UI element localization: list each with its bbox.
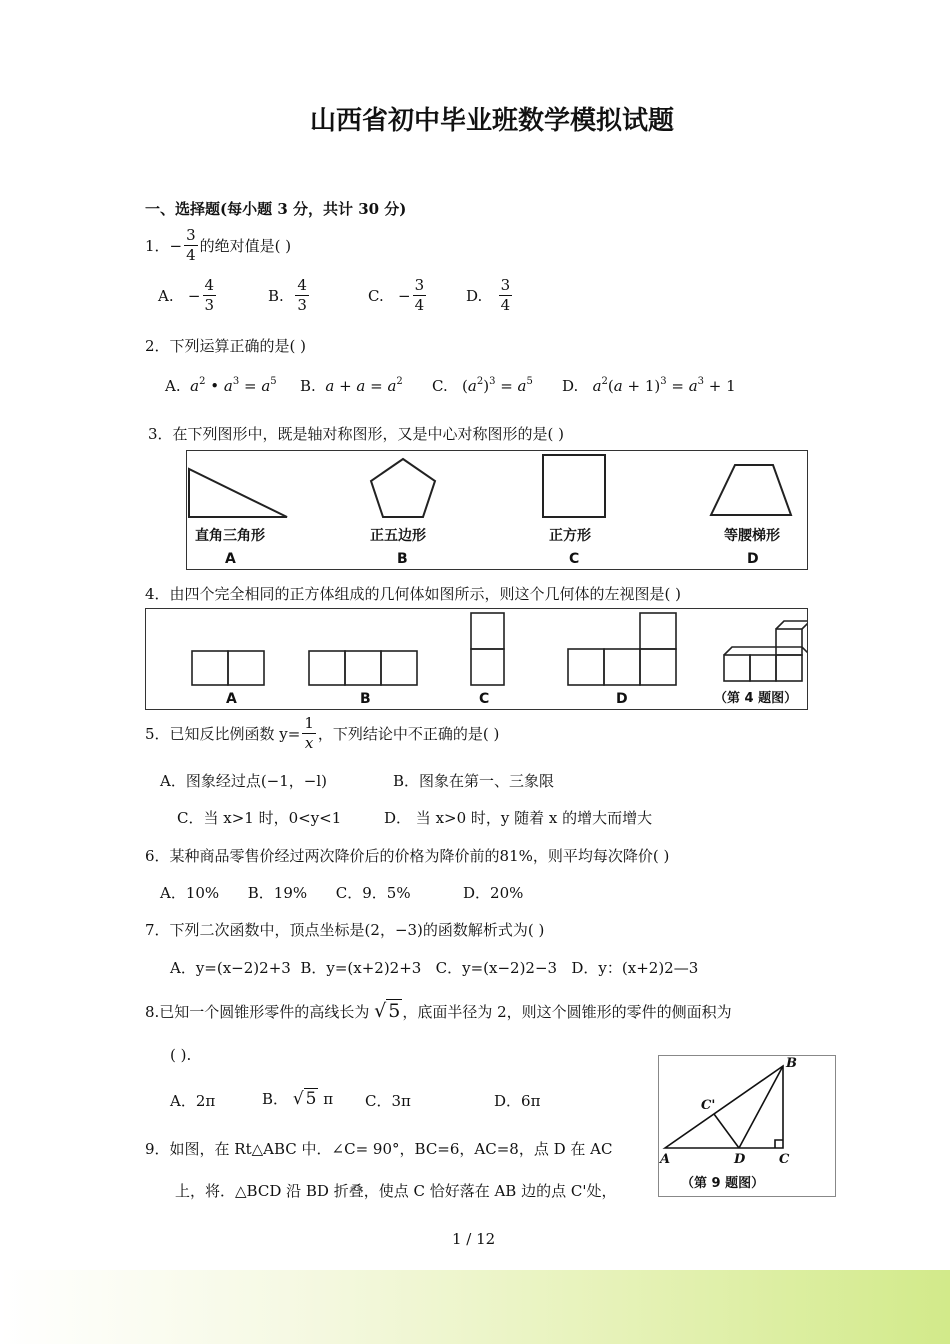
point-c-prime-label: C' (701, 1098, 716, 1113)
q2-option-a: A. $a^2$ • $a^3 = a^5$ (165, 376, 277, 395)
question-9-line-1: 9．如图，在 Rt△ABC 中．∠C= 90°，BC=6，AC=8，点 D 在 AC (145, 1140, 613, 1158)
q3-figure-box (186, 450, 808, 570)
q3-shape-name-a: 直角三角形 (195, 528, 265, 544)
q4-letter-c: C (479, 691, 490, 707)
point-d-label: D (734, 1152, 746, 1167)
q3-shape-name-c: 正方形 (549, 528, 591, 544)
footer-gradient (0, 1270, 950, 1344)
q4-letter-a: A (226, 691, 237, 707)
point-a-label: A (660, 1152, 671, 1167)
q7-options: A．y=(x−2)2+3 B．y=(x+2)2+3 C．y=(x−2)2−3 D．y：(x+2)2—3 (170, 959, 699, 977)
question-1: 1． − $\frac{3}{4}$ 的绝对值是( ) (145, 226, 292, 264)
q5-option-d: D． 当 x>0 时，y 随着 x 的增大而增大 (384, 809, 653, 827)
q2-option-c: C. $(a^2)^3 = a^5$ (432, 376, 533, 395)
q8-option-a: A．2π (170, 1092, 216, 1110)
q3-letter-a: A (225, 551, 236, 567)
q1-option-a: A. − $\frac{4}{3}$ (158, 276, 215, 314)
q5-option-a: A．图象经过点(−1，−l) (160, 772, 328, 790)
q9-figure-box (658, 1055, 836, 1197)
question-6: 6．某种商品零售价经过两次降价后的价格为降价前的81%，则平均每次降价( ) (145, 847, 670, 865)
q5-option-b: B．图象在第一、三象限 (393, 772, 555, 790)
right-triangle-shape (189, 469, 287, 517)
q5-option-c: C．当 x>1 时，0<y<1 (177, 809, 342, 827)
section-heading: 一、选择题(每小题 3 分，共计 30 分) (145, 200, 407, 218)
q1-option-d: D. $\frac{3}{4}$ (466, 276, 511, 314)
question-2: 2．下列运算正确的是( ) (145, 337, 307, 355)
point-b-label: B (786, 1056, 797, 1071)
q2-option-b: B. $a + a = a^2$ (300, 376, 403, 395)
pentagon-shape (371, 459, 435, 517)
q9-caption: （第 9 题图） (681, 1176, 765, 1191)
page-number: 1 / 12 (452, 1230, 496, 1248)
q4-views (146, 609, 807, 709)
page-title: 山西省初中毕业班数学模拟试题 (310, 106, 675, 136)
question-9-line-2: 上，将．△BCD 沿 BD 折叠，使点 C 恰好落在 AB 边的点 C'处， (175, 1182, 617, 1200)
q6-options: A．10% B．19% C．9．5% D．20% (160, 884, 524, 902)
q4-caption: （第 4 题图） (714, 691, 798, 706)
question-8: 8.已知一个圆锥形零件的高线长为 √ 5 ，底面半径为 2，则这个圆锥形的零件的侧面积为 (145, 1000, 732, 1022)
q3-letter-c: C (569, 551, 580, 567)
trapezoid-shape (711, 465, 791, 515)
q8-blank: ( ). (170, 1046, 192, 1064)
q4-letter-d: D (616, 691, 628, 707)
q4-letter-b: B (360, 691, 371, 707)
q1-option-c: C. − $\frac{3}{4}$ (368, 276, 425, 314)
q3-shape-name-b: 正五边形 (370, 528, 426, 544)
q8-option-b: B． √ 5 π (262, 1088, 334, 1109)
q3-letter-d: D (747, 551, 759, 567)
q2-option-d: D. $a^2(a + 1)^3 = a^3 + 1$ (562, 376, 736, 395)
question-7: 7．下列二次函数中，顶点坐标是(2，−3)的函数解析式为( ) (145, 921, 545, 939)
point-c-label: C (779, 1152, 790, 1167)
question-4: 4．由四个完全相同的正方体组成的几何体如图所示，则这个几何体的左视图是( ) (145, 585, 682, 603)
q4-figure-box (145, 608, 808, 710)
q3-shape-name-d: 等腰梯形 (724, 528, 780, 544)
q8-option-d: D．6π (494, 1092, 541, 1110)
q3-letter-b: B (397, 551, 408, 567)
question-3: 3．在下列图形中，既是轴对称图形，又是中心对称图形的是( ) (148, 425, 565, 443)
question-5: 5．已知反比例函数 y= $\frac{1}{x}$ ，下列结论中不正确的是( ) (145, 714, 500, 752)
q8-option-c: C．3π (365, 1092, 411, 1110)
q1-option-b: B. $\frac{4}{3}$ (268, 276, 307, 314)
q3-shapes (187, 451, 807, 569)
square-shape (543, 455, 605, 517)
